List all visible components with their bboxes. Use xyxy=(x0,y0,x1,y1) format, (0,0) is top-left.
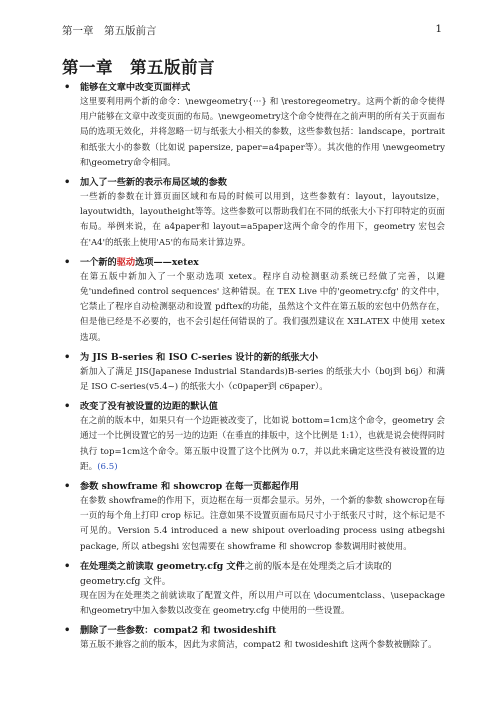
section-heading xyxy=(62,623,445,638)
page-number: 1 xyxy=(435,23,442,35)
section-body xyxy=(62,414,445,475)
section-default-margins xyxy=(62,399,445,475)
section-title-highlight: 驱动 xyxy=(116,256,136,268)
section-body: 新加入了满足 JIS(Japanese Industrial Standards)B-series 的纸张大小（b0j到 b6j）和满足 ISO C-series(v5.4~) 的纸张大小（c0paper到 c6paper）。 xyxy=(80,366,445,393)
section-title: 为 JIS B-series 和 ISO C-series 设计的新的纸张大小 xyxy=(80,351,319,363)
bullet-icon: • xyxy=(64,82,71,93)
section-heading xyxy=(62,559,445,589)
running-header xyxy=(62,23,442,38)
section-config-file xyxy=(62,559,445,619)
section-body: 在第五版中新加入了一个驱动选项 xetex。程序自动检测驱动系统已经做了完善，以避免'undefined control sequences' 这种错误。在 TEX Live 中的'geometry.cfg' 的文件中，它禁止了程序自动检测驱动和设置 pdftex的功能，虽然这个文件在第五版的宏包中仍然存在，但是他已经是不必要的，也不会引起任何错误的了。我们强烈建议在 XƎLATEX 中使用 xetex选项。 xyxy=(80,271,445,343)
section-title: 参数 showframe 和 showcrop 在每一页都起作用 xyxy=(80,481,299,493)
section-heading xyxy=(62,399,445,414)
section-heading xyxy=(62,255,445,270)
section-title: 删除了一些参数：compat2 和 twosideshift xyxy=(80,625,277,637)
section-body: 一些新的参数在计算页面区域和布局的时候可以用到，这些参数有：layout，layoutsize，layoutwidth，layoutheight等等。这些参数可以帮助我们在不同的纸张大小下打印特定的页面布局。举例来说，在 a4paper和 layout=a5paper这两个命令的作用下，geometry 宏包会在'A4'的纸张上使用'A5'的布局来计算边界。 xyxy=(80,192,445,248)
running-header-title: 第一章 第五版前言 xyxy=(62,25,157,37)
cross-reference-link[interactable]: (6.5) xyxy=(97,461,118,472)
bullet-icon: • xyxy=(64,256,71,268)
section-heading xyxy=(62,350,445,365)
chapter-title: 第一章 第五版前言 xyxy=(62,58,215,77)
section-heading xyxy=(62,479,445,494)
section-heading xyxy=(62,80,445,95)
section-body-text: 在之前的版本中，如果只有一个边距被改变了，比如说 bottom=1cm这个命令，geometry 会通过一个比例设置它的另一边的边距（在垂直的排版中，这个比例是 1:1），也就是说会使得同时执行 top=1cm这个命令。第五版中设置了这个比例为 0.7，并以此来确定这些没有被设置的边距。 xyxy=(80,416,445,472)
section-showframe xyxy=(62,479,445,555)
section-title: 在处理类之前读取 geometry.cfg 文件 xyxy=(80,560,245,572)
section-title-after: 选项——xetex xyxy=(135,256,199,268)
section-title: 改变了没有被设置的边距的默认值 xyxy=(80,401,218,413)
section-page-style xyxy=(62,80,445,171)
bullet-icon: • xyxy=(64,351,71,363)
section-title-tail: 之前的版本是在处理类之后才读取的 geometry.cfg 文件。 xyxy=(80,560,392,587)
bullet-icon: • xyxy=(64,625,71,637)
bullet-icon: • xyxy=(64,401,71,413)
bullet-icon: • xyxy=(64,177,71,189)
section-title: 能够在文章中改变页面样式 xyxy=(80,82,191,93)
section-removed-options xyxy=(62,623,445,653)
section-heading xyxy=(62,175,445,190)
section-xetex-driver xyxy=(62,255,445,346)
bullet-icon: • xyxy=(64,560,71,572)
section-list xyxy=(62,80,445,657)
section-paper-sizes xyxy=(62,350,445,395)
section-title: 加入了一些新的表示布局区域的参数 xyxy=(80,177,227,189)
section-layout-params xyxy=(62,175,445,251)
section-body: 现在因为在处理类之前就读取了配置文件，所以用户可以在 \documentclass、\usepackage和\geometry中加入参数以改变在 geometry.cfg 中使用的一些设置。 xyxy=(80,590,445,617)
section-body: 在参数 showframe的作用下，页边框在每一页都会显示。另外，一个新的参数 showcrop在每一页的每个角上打印 crop 标记。注意如果不设置页面布局尺寸小于纸张尺寸时，这个标记是不可见的。Version 5.4 introduced a new shipout overloading process using atbegshi package, 所以 atbegshi 宏包需要在 showframe 和 showcrop 参数调用时被使用。 xyxy=(80,496,445,552)
section-title-before: 一个新的 xyxy=(80,256,117,268)
section-body: 这里要利用两个新的命令：\newgeometry{···} 和 \restoregeometry。这两个新的命令使得用户能够在文章中改变页面的布局。\newgeometry这个命令使得在之前声明的所有关于页面布局的选项无效化，并将忽略一切与纸张大小相关的参数，这些参数包括：landscape，portrait和纸张大小的参数（比如说 papersize, paper=a4paper等）。其次他的作用 \newgeometry和\geometry命令相同。 xyxy=(80,97,445,168)
bullet-icon: • xyxy=(64,481,71,493)
section-body: 第五版不兼容之前的版本，因此为求简洁，compat2 和 twosideshift 这两个参数被删除了。 xyxy=(80,640,437,651)
